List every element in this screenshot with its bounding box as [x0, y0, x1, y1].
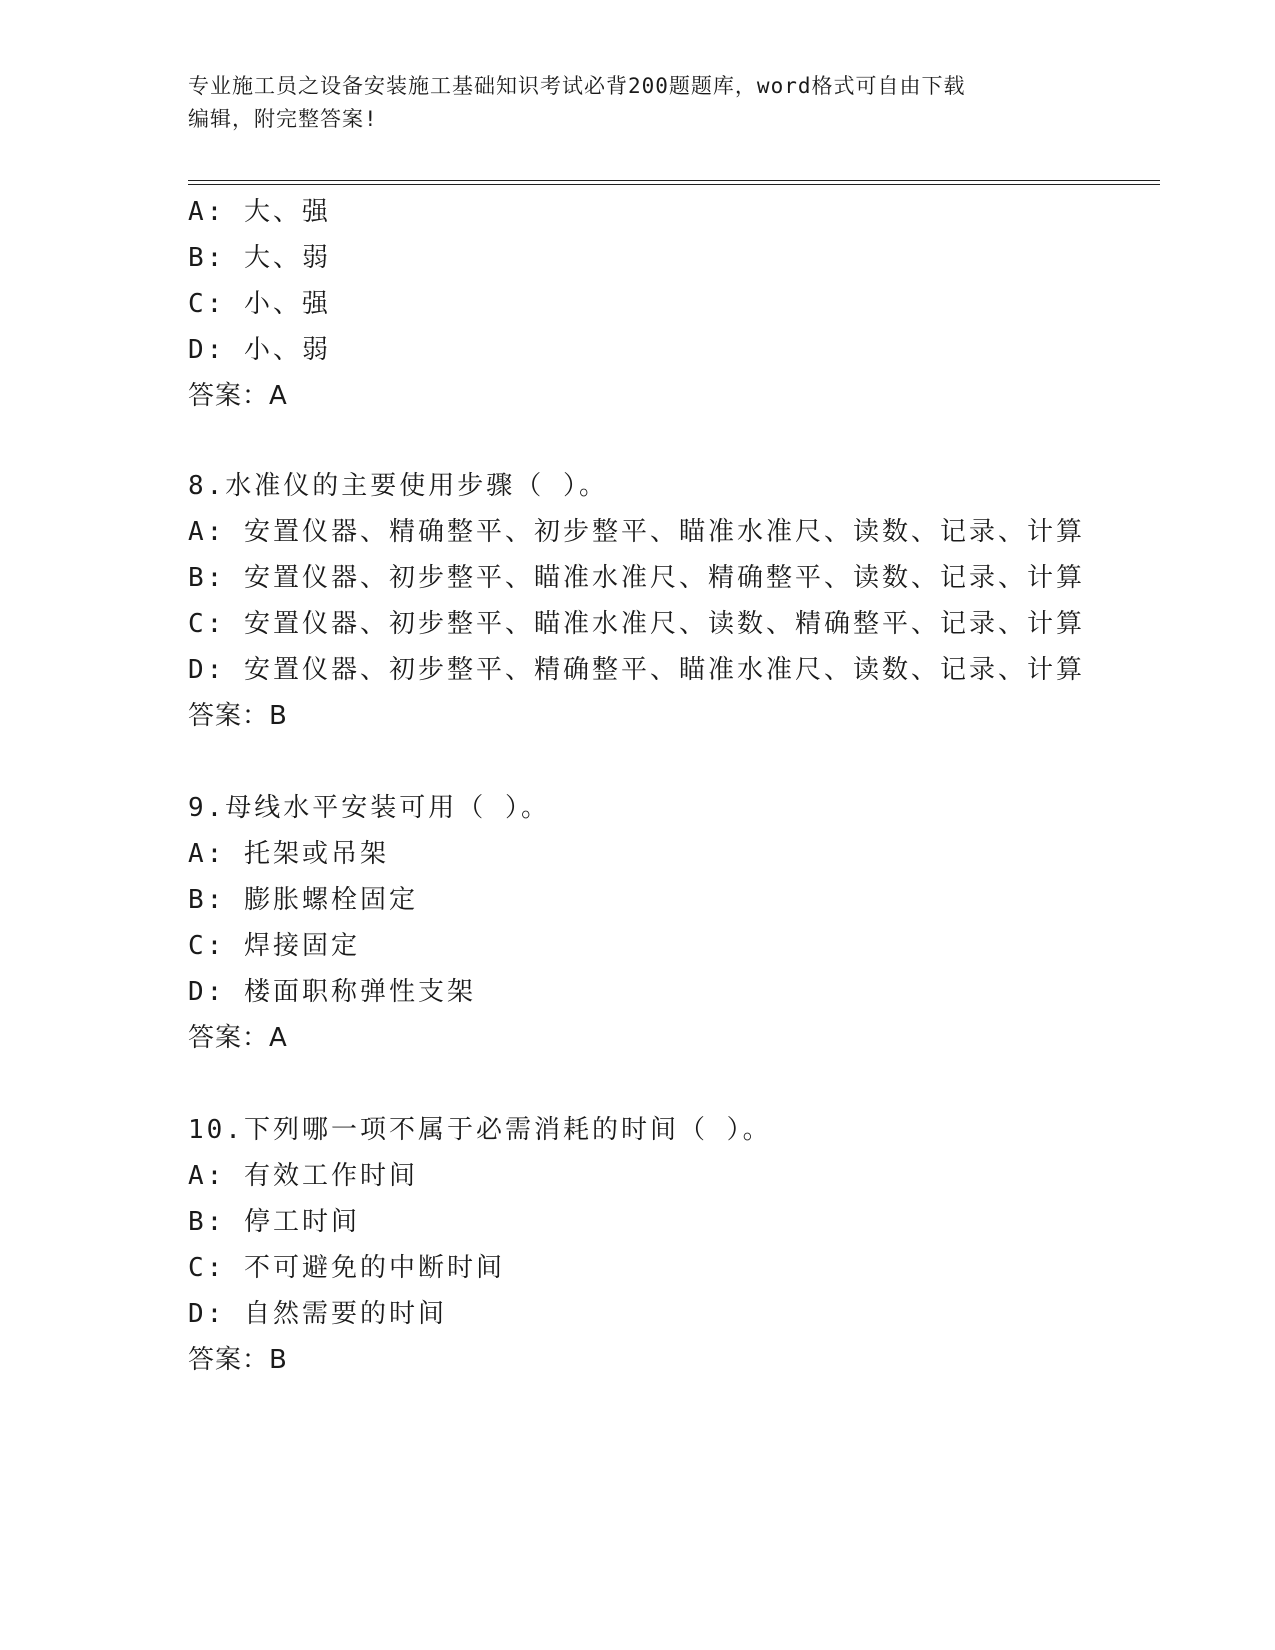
- option-d: D: 安置仪器、初步整平、精确整平、瞄准水准尺、读数、记录、计算: [188, 655, 1085, 685]
- question-10: [188, 1107, 1158, 1383]
- question-list: [188, 189, 1158, 1383]
- option-c: C: 焊接固定: [188, 931, 360, 961]
- question-stem: 9.母线水平安装可用（ ）。: [188, 793, 550, 823]
- question-stem: 8.水准仪的主要使用步骤（ ）。: [188, 471, 608, 501]
- header-divider-bottom: [188, 184, 1160, 185]
- answer-line: 答案：A: [188, 1023, 288, 1053]
- option-b: B: 大、弱: [188, 243, 331, 273]
- answer-line: 答案：B: [188, 1345, 288, 1375]
- option-a: A: 托架或吊架: [188, 839, 389, 869]
- question-stem: 10.下列哪一项不属于必需消耗的时间（ ）。: [188, 1115, 772, 1145]
- option-b: B: 膨胀螺栓固定: [188, 885, 418, 915]
- answer-line: 答案：B: [188, 701, 288, 731]
- spacer: [188, 739, 1158, 785]
- option-a: A: 大、强: [188, 197, 331, 227]
- header-line-2: 编辑，附完整答案!: [188, 107, 378, 131]
- answer-line: 答案：A: [188, 381, 288, 411]
- option-d: D: 小、弱: [188, 335, 331, 365]
- option-c: C: 不可避免的中断时间: [188, 1253, 505, 1283]
- option-b: B: 安置仪器、初步整平、瞄准水准尺、精确整平、读数、记录、计算: [188, 563, 1085, 593]
- header-divider-top: [188, 180, 1160, 181]
- option-b: B: 停工时间: [188, 1207, 360, 1237]
- question-7-continued: [188, 189, 1158, 419]
- spacer: [188, 419, 1158, 463]
- option-d: D: 楼面职称弹性支架: [188, 977, 476, 1007]
- option-c: C: 安置仪器、初步整平、瞄准水准尺、读数、精确整平、记录、计算: [188, 609, 1085, 639]
- option-a: A: 安置仪器、精确整平、初步整平、瞄准水准尺、读数、记录、计算: [188, 517, 1085, 547]
- option-a: A: 有效工作时间: [188, 1161, 418, 1191]
- document-header: [188, 70, 1068, 136]
- question-9: [188, 785, 1158, 1061]
- option-c: C: 小、强: [188, 289, 331, 319]
- header-line-1: 专业施工员之设备安装施工基础知识考试必背200题题库，word格式可自由下载: [188, 74, 966, 98]
- option-d: D: 自然需要的时间: [188, 1299, 447, 1329]
- question-8: [188, 463, 1158, 739]
- spacer: [188, 1061, 1158, 1107]
